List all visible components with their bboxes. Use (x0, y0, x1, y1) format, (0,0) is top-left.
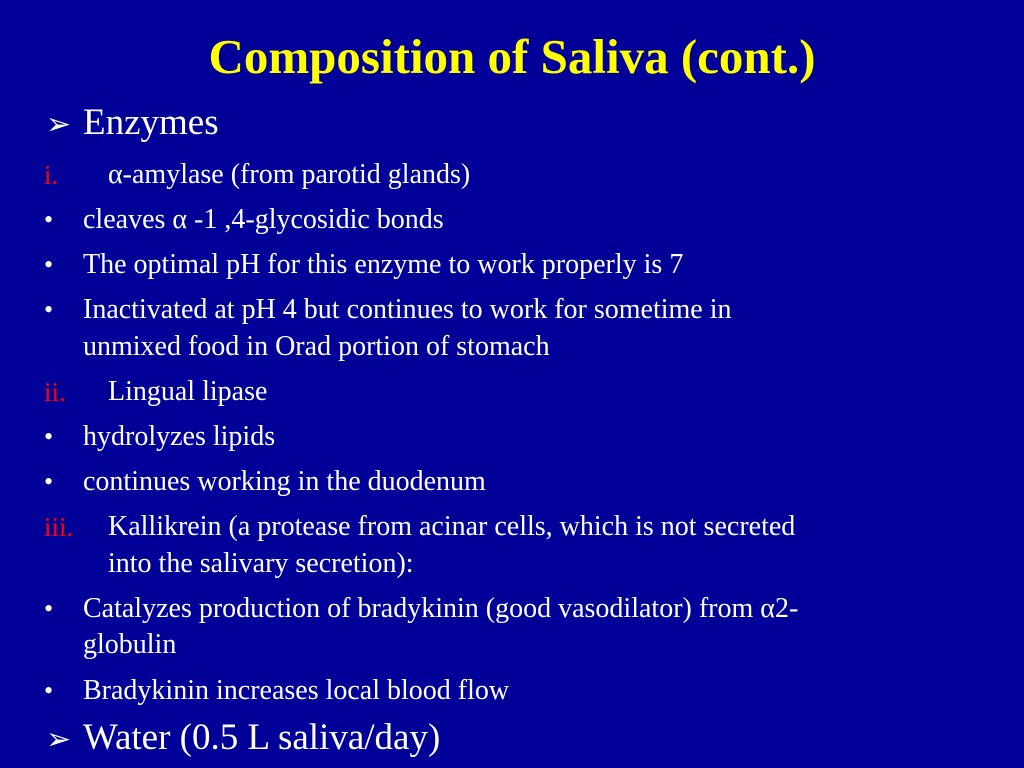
kallikrein-item-line-2: into the salivary secretion): (108, 548, 414, 579)
roman-numeral-iii: iii. (44, 512, 74, 542)
kallikrein-bullet-1-line-1: Catalyzes production of bradykinin (good vasodilator) from α2- (83, 593, 799, 624)
enzymes-heading: Enzymes (83, 102, 219, 143)
slide-title: Composition of Saliva (cont.) (208, 29, 816, 84)
bullet-icon: • (44, 594, 54, 623)
amylase-bullet-2: The optimal pH for this enzyme to work properly is 7 (83, 249, 684, 280)
kallikrein-bullet-2: Bradykinin increases local blood flow (83, 675, 510, 706)
amylase-bullet-3-line-1: Inactivated at pH 4 but continues to work for sometime in (83, 294, 732, 325)
lipase-item: Lingual lipase (108, 376, 268, 407)
arrow-bullet-icon: ➢ (46, 108, 72, 141)
lipase-bullet-1: hydrolyzes lipids (83, 421, 276, 452)
water-heading: Water (0.5 L saliva/day) (83, 717, 441, 758)
lipase-bullet-2: continues working in the duodenum (83, 466, 486, 497)
amylase-item: α-amylase (from parotid glands) (108, 159, 471, 190)
bullet-icon: • (44, 467, 54, 496)
roman-numeral-ii: ii. (44, 377, 66, 407)
amylase-bullet-1: cleaves α -1 ,4-glycosidic bonds (83, 204, 444, 235)
bullet-icon: • (44, 422, 54, 451)
amylase-bullet-3-line-2: unmixed food in Orad portion of stomach (83, 331, 550, 362)
bullet-icon: • (44, 295, 54, 324)
arrow-bullet-icon: ➢ (46, 723, 72, 756)
roman-numeral-i: i. (44, 160, 59, 190)
kallikrein-item-line-1: Kallikrein (a protease from acinar cells, which is not secreted (108, 511, 796, 542)
kallikrein-bullet-1-line-2: globulin (83, 629, 177, 660)
bullet-icon: • (44, 676, 54, 705)
bullet-icon: • (44, 205, 54, 234)
bullet-icon: • (44, 250, 54, 279)
